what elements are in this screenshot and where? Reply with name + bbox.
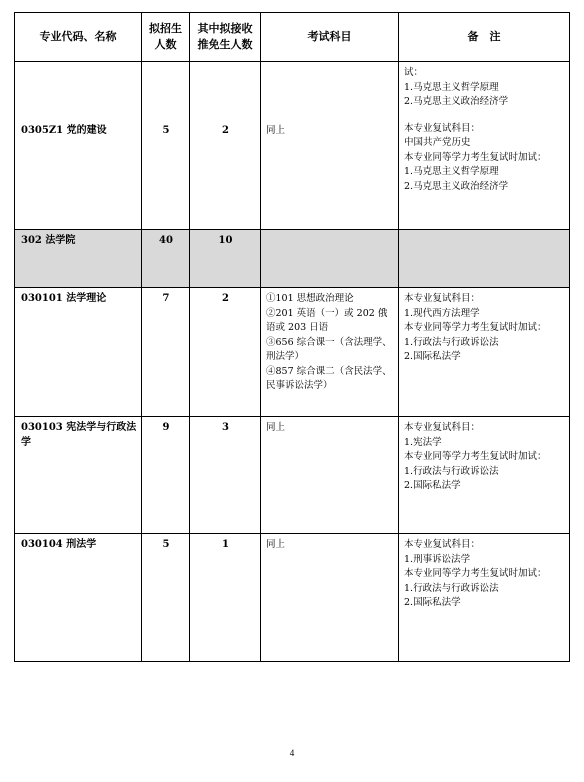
remark-line: 中国共产党历史 [404, 137, 471, 148]
remark-line: 1.行政法与行政诉讼法 [404, 582, 499, 594]
remark-line: 1.刑事诉讼法学 [404, 553, 471, 565]
subject-line: ③656 综合课一（含法理学、刑法学） [266, 336, 392, 362]
remark-line: 1.马克思主义哲学原理 [404, 166, 499, 177]
remarks [399, 288, 570, 417]
exam-subjects [261, 288, 399, 417]
subject-line: ②201 英语（一）或 202 俄语或 203 日语 [266, 307, 388, 333]
table-row [15, 62, 570, 230]
remark-line: 2.马克思主义政治经济学 [404, 180, 509, 192]
remark-line: 本专业复试科目： [404, 539, 481, 550]
remark-line: 2.国际私法学 [404, 351, 461, 362]
subject-line: ④857 综合课二（含民法学、民事诉讼法学） [266, 365, 392, 391]
remark-line: 本专业同等学力考生复试时加试： [404, 451, 547, 462]
planned-count: 9 [142, 417, 190, 534]
planned-count: 5 [142, 534, 190, 662]
exam-subjects [261, 230, 399, 288]
remark-line: 1.马克思主义哲学原理 [404, 81, 499, 93]
header-exempt: 其中拟接收推免生人数 [190, 13, 261, 62]
program-code-name: 302 法学院 [15, 230, 142, 288]
remarks [399, 62, 570, 230]
program-code-name: 0305Z1 党的建设 [15, 62, 142, 230]
exam-subjects [261, 417, 399, 534]
exam-subjects [261, 62, 399, 230]
remark-line: 2.国际私法学 [404, 480, 461, 491]
subject-line: ①101 思想政治理论 [266, 293, 354, 304]
enrollment-table [14, 12, 570, 662]
header-code: 专业代码、名称 [15, 13, 142, 62]
table-row [15, 288, 570, 417]
header-remarks: 备 注 [399, 13, 570, 62]
subject-line: 同上 [266, 539, 286, 550]
table-row [15, 230, 570, 288]
remark-line: 2.马克思主义政治经济学 [404, 96, 509, 107]
remarks [399, 230, 570, 288]
remark-line: 本专业复试科目： [404, 122, 481, 134]
subject-line: 同上 [266, 125, 286, 136]
exempt-count: 3 [190, 417, 261, 534]
exempt-count: 10 [190, 230, 261, 288]
remark-line: 本专业同等学力考生复试时加试： [404, 322, 547, 333]
exempt-count: 2 [190, 62, 261, 230]
remark-line: 2.国际私法学 [404, 597, 461, 608]
remark-line: 1.宪法学 [404, 436, 442, 448]
remark-line: 1.行政法与行政诉讼法 [404, 336, 499, 348]
remark-line: 本专业同等学力考生复试时加试： [404, 568, 547, 579]
exempt-count: 2 [190, 288, 261, 417]
exempt-count: 1 [190, 534, 261, 662]
remark-line: 本专业复试科目： [404, 293, 481, 304]
program-code-name: 030103 宪法学与行政法学 [15, 417, 142, 534]
remark-line: 1.现代西方法理学 [404, 307, 480, 319]
remark-line: 试： [404, 67, 424, 78]
table-row [15, 534, 570, 662]
planned-count: 5 [142, 62, 190, 230]
remark-line: 本专业复试科目： [404, 422, 481, 433]
header-subjects: 考试科目 [261, 13, 399, 62]
program-code-name: 030101 法学理论 [15, 288, 142, 417]
planned-count: 7 [142, 288, 190, 417]
remark-line: 1.行政法与行政诉讼法 [404, 465, 499, 477]
exam-subjects [261, 534, 399, 662]
remark-line [404, 110, 565, 122]
remarks [399, 417, 570, 534]
page-number: 4 [289, 748, 295, 758]
planned-count: 40 [142, 230, 190, 288]
header-planned: 拟招生人数 [142, 13, 190, 62]
remark-line: 本专业同等学力考生复试时加试： [404, 151, 547, 163]
subject-line: 同上 [266, 422, 286, 433]
header-row [15, 13, 570, 62]
program-code-name: 030104 刑法学 [15, 534, 142, 662]
table-row [15, 417, 570, 534]
remarks [399, 534, 570, 662]
